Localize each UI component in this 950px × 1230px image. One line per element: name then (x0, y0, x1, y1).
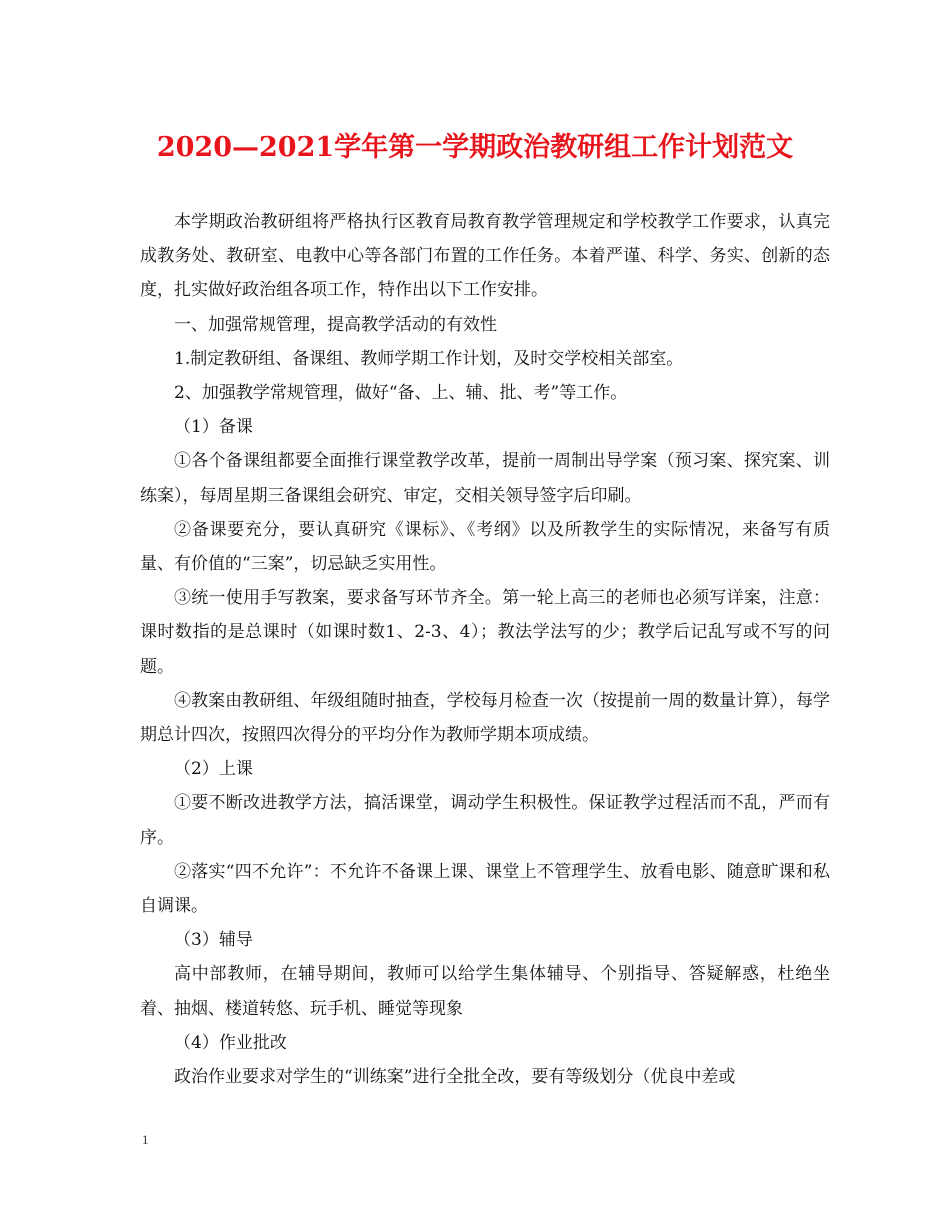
paragraph: ④教案由教研组、年级组随时抽查，学校每月检查一次（按提前一周的数量计算），每学期总计四次，按照四次得分的平均分作为教师学期本项成绩。 (140, 690, 830, 746)
sub-heading: （2）上课 (174, 759, 253, 780)
paragraph: 2、加强教学常规管理，做好“备、上、辅、批、考”等工作。 (174, 383, 628, 404)
page-number: 1 (142, 1132, 149, 1147)
sub-heading: （1）备课 (174, 417, 253, 438)
document-body (140, 205, 830, 1094)
paragraph: ①各个备课组都要全面推行课堂教学改革，提前一周制出导学案（预习案、探究案、训练案），每周星期三备课组会研究、审定，交相关领导签字后印刷。 (140, 451, 830, 506)
sub-heading: （4）作业批改 (174, 1032, 287, 1053)
paragraph: 政治作业要求对学生的“训练案”进行全批全改，要有等级划分（优良中差或 (174, 1067, 736, 1088)
paragraph: ②落实“四不允许”：不允许不备课上课、课堂上不管理学生、放看电影、随意旷课和私自调课。 (140, 861, 830, 917)
paragraph: 高中部教师，在辅导期间，教师可以给学生集体辅导、个别指导、答疑解惑，杜绝坐着、抽烟、楼道转悠、玩手机、睡觉等现象 (140, 964, 830, 1019)
paragraph: ②备课要充分，要认真研究《课标》、《考纲》以及所教学生的实际情况，来备写有质量、有价值的“三案”，切忌缺乏实用性。 (140, 519, 830, 575)
paragraph: 1.制定教研组、备课组、教师学期工作计划，及时交学校相关部室。 (174, 348, 684, 369)
paragraph: ③统一使用手写教案，要求备写环节齐全。第一轮上高三的老师也必须写详案，注意：课时数指的是总课时（如课时数1、2-3、4）；教法学法写的少；教学后记乱写或不写的问题。 (140, 588, 830, 677)
document-title: 2020—2021学年第一学期政治教研组工作计划范文 (156, 132, 794, 163)
sub-heading: （3）辅导 (174, 930, 253, 951)
paragraph: 本学期政治教研组将严格执行区教育局教育教学管理规定和学校教学工作要求，认真完成教务处、教研室、电教中心等各部门布置的工作任务。本着严谨、科学、务实、创新的态度，扎实做好政治组各项工作，特作出以下工作安排。 (140, 212, 830, 301)
paragraph: ①要不断改进教学方法，搞活课堂，调动学生积极性。保证教学过程活而不乱，严而有序。 (140, 793, 830, 848)
section-heading: 一、加强常规管理，提高教学活动的有效性 (174, 314, 497, 335)
